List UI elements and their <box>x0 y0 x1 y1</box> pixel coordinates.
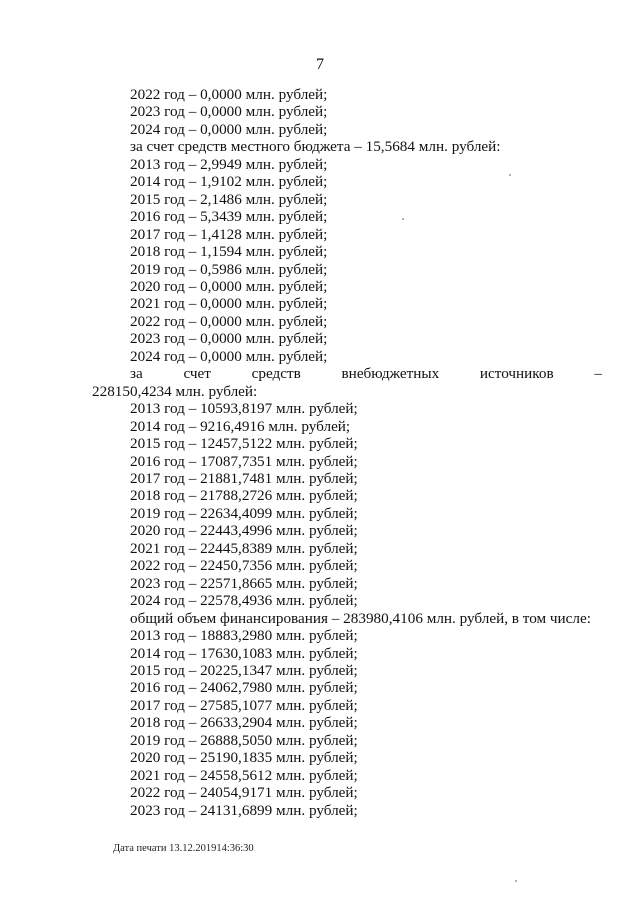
text-line: 2023 год – 0,0000 млн. рублей; <box>130 103 328 121</box>
scan-speck <box>509 174 511 176</box>
text-line: 2014 год – 9216,4916 млн. рублей; <box>130 417 351 435</box>
text-line: 2020 год – 0,0000 млн. рублей; <box>130 277 328 295</box>
page-number: 7 <box>316 56 324 73</box>
text-line: 2021 год – 0,0000 млн. рублей; <box>130 295 328 313</box>
text-line: 2015 год – 2,1486 млн. рублей; <box>130 190 328 208</box>
text-line: за счет средств местного бюджета – 15,5684 млн. рублей: <box>130 138 501 156</box>
funding-block-local <box>92 86 602 365</box>
text-line: 2022 год – 22450,7356 млн. рублей; <box>130 557 358 575</box>
text-line: 2023 год – 24131,6899 млн. рублей; <box>130 801 358 819</box>
text-line: 2019 год – 26888,5050 млн. рублей; <box>130 731 358 749</box>
text-line: 2015 год – 12457,5122 млн. рублей; <box>130 435 358 453</box>
print-date: Дата печати 13.12.201914:36:30 <box>113 843 254 854</box>
text-line: 2022 год – 0,0000 млн. рублей; <box>130 312 328 330</box>
text-line: общий объем финансирования – 283980,4106 млн. рублей, в том числе: <box>130 609 591 627</box>
extrabudgetary-total-line: 228150,4234 млн. рублей: <box>92 382 258 400</box>
justified-word: источников <box>479 365 554 383</box>
text-line: 2020 год – 25190,1835 млн. рублей; <box>130 749 358 767</box>
justified-word: счет <box>183 365 211 383</box>
text-line: 2013 год – 2,9949 млн. рублей; <box>130 155 328 173</box>
text-line: 2021 год – 24558,5612 млн. рублей; <box>130 766 358 784</box>
text-line: 2018 год – 26633,2904 млн. рублей; <box>130 714 358 732</box>
text-line: 2019 год – 0,5986 млн. рублей; <box>130 260 328 278</box>
text-line: 2013 год – 10593,8197 млн. рублей; <box>130 400 358 418</box>
text-line: 2014 год – 17630,1083 млн. рублей; <box>130 644 358 662</box>
text-line: 2020 год – 22443,4996 млн. рублей; <box>130 522 358 540</box>
text-line: 2024 год – 22578,4936 млн. рублей; <box>130 592 358 610</box>
text-line: 2015 год – 20225,1347 млн. рублей; <box>130 661 358 679</box>
scan-speck <box>515 880 517 882</box>
text-line: 2022 год – 0,0000 млн. рублей; <box>130 86 328 103</box>
justified-word: внебюджетных <box>341 365 440 383</box>
text-line: 2024 год – 0,0000 млн. рублей; <box>130 120 328 138</box>
text-line: 2017 год – 21881,7481 млн. рублей; <box>130 469 358 487</box>
text-line: 2016 год – 17087,7351 млн. рублей; <box>130 452 358 470</box>
text-line: 2023 год – 22571,8665 млн. рублей; <box>130 574 358 592</box>
scan-speck <box>402 218 404 220</box>
text-line: 2019 год – 22634,4099 млн. рублей; <box>130 504 358 522</box>
text-line: 2018 год – 21788,2726 млн. рублей; <box>130 487 358 505</box>
text-line: 2016 год – 24062,7980 млн. рублей; <box>130 679 358 697</box>
text-line: 2022 год – 24054,9171 млн. рублей; <box>130 784 358 802</box>
document-body <box>92 86 602 819</box>
text-line: 2024 год – 0,0000 млн. рублей; <box>130 347 328 365</box>
justified-word: за <box>130 365 143 383</box>
text-line: 2014 год – 1,9102 млн. рублей; <box>130 173 328 191</box>
text-line: 2021 год – 22445,8389 млн. рублей; <box>130 539 358 557</box>
extrabudgetary-heading-line <box>92 365 602 382</box>
text-line: 2016 год – 5,3439 млн. рублей; <box>130 208 328 226</box>
text-line: 2013 год – 18883,2980 млн. рублей; <box>130 627 358 645</box>
funding-block-extrabudgetary-and-total <box>92 400 602 819</box>
justified-word: – <box>594 365 602 383</box>
text-line: 2018 год – 1,1594 млн. рублей; <box>130 243 328 261</box>
justified-word: средств <box>251 365 301 383</box>
text-line: 2017 год – 27585,1077 млн. рублей; <box>130 696 358 714</box>
text-line: 2023 год – 0,0000 млн. рублей; <box>130 330 328 348</box>
text-line: 2017 год – 1,4128 млн. рублей; <box>130 225 328 243</box>
